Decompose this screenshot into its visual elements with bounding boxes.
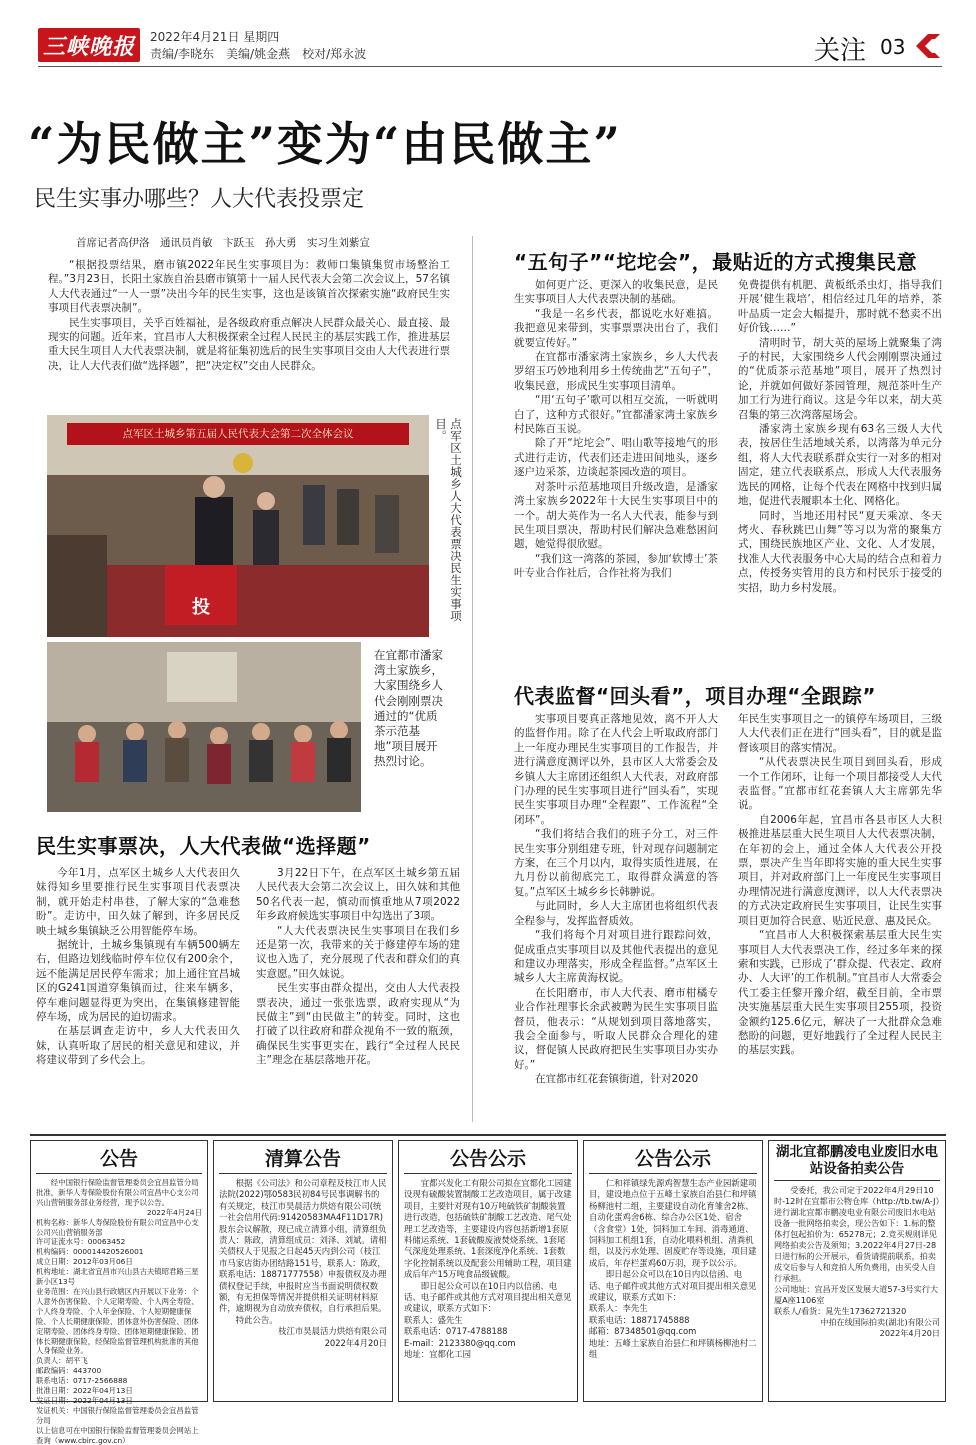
voting-scene-image (47, 415, 429, 637)
notice-line: 2022年4月24日 (146, 1207, 202, 1217)
column-divider (472, 236, 473, 1122)
paragraph: 3月22日下午，在点军区土城乡第五届人民代表大会第二次会议上，田久妹和其他50名代表一起，慎动而慎重地从7项2022年乡政府候选实事项目中勾选出了3项。 (256, 867, 460, 923)
notice-line: 2022年4月20日 (879, 1328, 940, 1338)
page-number: 03 (880, 35, 906, 59)
page-marker-icon (914, 32, 942, 60)
notice-body (36, 1178, 202, 1445)
notice-box (213, 1140, 393, 1402)
notice-title: 公告公示 (589, 1144, 757, 1174)
section1-title: 民生实事票决，人大代表做“选择题” (36, 834, 371, 858)
paragraph: 如何更广泛、更深入的收集民意，是民生实事项目人大代表票决制的基础。 (514, 279, 718, 306)
newspaper-logo (38, 28, 140, 62)
date-line: 2022年4月21日 星期四 (150, 30, 280, 44)
notice-line: 成立日期：2012年03月06日 (36, 1257, 133, 1267)
notice-line: 仁和祥镇绿先源鸡智慧生态产业园新建项目，建设地点位于五峰土家族自治县仁和坪镇杨柳池村二组，主要建设自动化育雏舍2栋、自动化蛋鸡舍6栋、综合办公区1处、宿舍（含食堂）1处，饲料加工车间、消毒通道、饲料加工机组1套，自动化喂料机组、清粪机组，以及污水处理、固废贮存等设施，项目建成后，年存栏蛋鸡60万羽，现予以公示。 (589, 1178, 757, 1268)
notice-line: E-mail：2123380@qq.com (404, 1337, 516, 1348)
paragraph: 清明时节，胡大英的屋场上就聚集了湾子的村民，大家围绕乡人代会刚刚票决通过的“优质茶示范基地”项目，展开了热烈讨论，并就如何做好茶园管理，规范茶叶生产加工行为进行商议。这是今年以来，胡大英召集的第三次湾落屋场会。 (738, 336, 942, 421)
notice-line: 联系电话：18871745888 (589, 1314, 690, 1325)
paragraph: 实事项目要真正落地见效，离不开人大的监督作用。除了在人代会上听取政府部门上一年度办理民生实事项目的工作报告，并进行满意度测评以外，县市区人大常委会及乡镇人大主席团还组织人大代表，对政府部门办理的民生实事项目进行“回头看”，实现民生实事项目办理“全程跟”、工作流程“全闭环”。 (514, 713, 718, 826)
voting-photo (47, 415, 429, 637)
paragraph: 在宜都市红花套镇街道，针对2020 (535, 1073, 699, 1086)
notice-body (404, 1178, 572, 1361)
paragraph: “人大代表票决民生实事项目在我们乡还是第一次，我带来的关于修建停车场的建议也入选了，充分展现了代表和群众们的真实意愿。”田久妹说。 (256, 924, 460, 980)
photo2-caption: 在宜都市潘家湾土家族乡，大家围绕乡人代会刚刚票决通过的“优质茶示范基地”项目展开热烈讨论。 (374, 648, 443, 769)
paragraph: “我们将结合我们的班子分工，对三件民生实事分别组建专班，针对现存问题制定方案，在三个月以内，取得实质性进展，在九月份以前彻底完工，取得群众满意的答复。”点军区土城乡乡长韩翀说。 (514, 828, 718, 898)
paragraph: 对茶叶示范基地项目升级改造，是潘家湾土家族乡2022年十大民生实事项目中的一个。胡大英作为一名人大代表，能参与到民生项目票决，帮助村民们解决急难愁困问题，她觉得很欣慰。 (514, 480, 718, 551)
ballot-box-label: 投 (192, 597, 210, 618)
photo1-caption: 点军区土城乡人大代表票决民生实事项目。 (434, 418, 463, 622)
notice-line: 邮政编码：443700 (36, 1366, 102, 1376)
headline-sub: 民生实事办哪些？人大代表投票定 (34, 187, 365, 212)
notice-line: 批准日期：2022年04月13日 (36, 1386, 133, 1396)
notice-line: 枝江市昊晨活力烘焙有限公司 (278, 1326, 387, 1337)
paragraph: 在基层调查走访中，乡人大代表田久妹，认真听取了居民的相关意见和建议，并将建议带到了乡代会上。 (36, 1025, 240, 1067)
notice-box (398, 1140, 578, 1402)
paragraph: 今年1月，点军区土城乡人大代表田久妹得知乡里要推行民生实事项目代表票决制，就开始走村串巷，了解大家的“急难愁盼”。走访中，田久妹了解到，许多居民反映土城乡集镇缺乏公用智能停车场。 (36, 867, 240, 937)
notice-line: 根据《公司法》和公司章程及枝江市人民法院(2022)鄂0583民初84号民事调解书的有关规定，枝江市昊晨活力烘焙有限公司(统一社会信用代码:91420583MA4F11D17R)股东会议解散，现已成立清算小组，清算组负责人：陈政，清算组成员：刘泽、刘斌。请相关债权人于见报之日起45天内到公司（枝江市马家店街办团结路151号，联系人：陈政，联系电话：18871777558）申报债权及办理债权登记手续，申报时应当书面说明债权数额，有无担保等情况并提供相关证明材料原件，逾期视为自动放弃债权，自行承担后果。 (219, 1178, 387, 1314)
logo-text: 三峡晚报 (42, 33, 135, 60)
notice-title: 公告 (36, 1144, 202, 1174)
notice-line: 机构名称：新华人寿保险股份有限公司宜昌中心支公司兴山营销服务部 (36, 1217, 199, 1237)
notice-body (589, 1178, 757, 1361)
paragraph: 免费提供有机肥、黄板纸杀虫灯，指导我们开展‘健生栽培’，相信经过几年的培养，茶叶品质一定会大幅提升，那时就不愁卖不出好价钱……” (738, 279, 942, 335)
notice-line: 负责人：胡平飞 (36, 1356, 88, 1366)
editors-line: 责编/李晓东 美编/姚金燕 校对/郑永波 (150, 47, 367, 61)
notice-line: 即日起公众可以在10日内以信函、电话、电子邮件或其他方式对项目提出相关意见或建议，联系方式如下： (589, 1269, 757, 1303)
notice-line: 联系人/看货：晁先生17362721320 (774, 1306, 907, 1316)
notice-title: 公告公示 (404, 1144, 572, 1174)
paragraph: 同时，当地还用村民“夏天乘凉、冬天烤火、春秋跳巴山舞”等习以为常的聚集方式，围绕民族地区产业、文化、人才发展，找准人大代表服务中心大局的结合点和着力点，传授务实管用的良方和村民乐于接受的实招，助力乡村发展。 (738, 509, 942, 594)
masthead-rule (38, 66, 942, 67)
notice-line: 联系人：盛先生 (404, 1314, 463, 1325)
paragraph: “我是一名乡代表，都说吃水好难搞。我把意见来带到，实事票票决出台了，我们就要宣传好。” (514, 307, 718, 349)
notice-line: 公司地址：宜昌开发区发展大道57-3号实行大厦A座1106室 (774, 1284, 939, 1305)
notice-line: 即日起公众可以在10日内以信函、电话、电子邮件或其他方式对项目提出相关意见或建议，联系方式如下： (404, 1280, 572, 1314)
notice-body (219, 1178, 387, 1349)
notice-title: 湖北宜都鹏凌电业废旧水电站设备拍卖公告 (774, 1144, 940, 1181)
lead-block (48, 236, 450, 373)
notices-top-rule (30, 1134, 946, 1136)
paragraph: “我们将每个月对项目进行跟踪问效，促成重点实事项目以及其他代表提出的意见和建议办理落实，形成全程监督。”点军区土城乡人大主席黄海权说。 (514, 929, 718, 985)
notice-box (30, 1140, 208, 1445)
notice-line: 发证日期：2022年04月13日 (36, 1395, 133, 1405)
paragraph: 与此同时，乡人大主席团也将组织代表全程参与，发挥监督质效。 (514, 900, 718, 927)
section2-title: “五句子”“坨坨会”，最贴近的方式搜集民意 (514, 250, 918, 274)
notice-line: 邮箱：87348501@qq.com (589, 1326, 697, 1337)
section-name: 关注 (814, 36, 867, 66)
paragraph: 据统计，土城乡集镇现有车辆500辆左右，但路边划线临时停车位仅有200余个，远不能满足居民停车需求；加上通往宜昌城区的G241国道穿集镇而过，往来车辆多，停车难问题显得更为突出，在集镇修建智能停车场，成为居民的迫切需求。 (36, 939, 240, 1024)
section3-col2 (738, 712, 942, 1058)
photo-banner-text: 点军区土城乡第五届人民代表大会第二次全体会议 (122, 428, 354, 440)
paragraph: “从代表票决民生项目到回头看，形成一个工作闭环，让每一个项目都接受人大代表监督。”宜都市红花套镇人大主席郭先华说。 (738, 756, 942, 812)
masthead (0, 0, 976, 68)
section2-col2 (738, 278, 942, 595)
notice-line: 中拍在线国际拍卖(湖北)有限公司 (820, 1317, 940, 1327)
notice-line: 2022年4月20日 (324, 1337, 387, 1348)
byline: 首席记者高伊洛 通讯员肖敏 卞跃玉 孙大勇 实习生刘紫宣 (76, 237, 370, 249)
paragraph: “根据投票结果，磨市镇2022年民生实事项目为：救师口集镇集贸市场整治工程。”3月23日，长阳土家族自治县磨市镇第十一届人民代表大会第二次会议上，57名镇人大代表通过“一人一票”决出今年的民生实事，这也是该镇首次探索实施“政府民生实事项目代表票决制”。 (48, 259, 450, 315)
section1-col1 (36, 866, 240, 1068)
paragraph: “用‘五句子’歌可以相互交流，一听就明白了，这种方式很好。”宜都潘家湾土家族乡村民陈百玉说。 (514, 394, 718, 436)
notice-line: 地址：五峰土家族自治县仁和坪镇杨柳池村二组 (589, 1337, 757, 1360)
paragraph: 在长阳磨市，市人大代表、磨市柑橘专业合作社理事长余武被聘为民生实事项目监督员，他表示：“从规划到项目落地落实，我会全面参与，听取人民群众合理化的建议，督促镇人民政府把民生实事项目办实办好。” (514, 986, 718, 1071)
notice-line: 以上信息可在中国银行保险监督管理委员会网站上查询（www.cbirc.gov.cn） (36, 1425, 199, 1445)
lead-text (48, 258, 450, 373)
paragraph: 自2006年起，宜昌市各县市区人大积极推进基层重大民生项目人大代表票决制，在年初的会上，通过全体人大代表公开投票，票决产生当年即将实施的重大民生实事项目，并对政府部门上一年度民生实事项目办理情况进行满意度测评，以人大代表票决的方式决定政府民生实事项目，让民生实事项目更加符合民意、贴近民意、惠及民众。 (738, 813, 942, 927)
paragraph: 民生实事由群众提出，交由人大代表投票表决，通过一张张选票，政府实现从“为民做主”到“由民做主”的转变。同时，这也打破了以往政府和群众视角不一致的瓶颈，确保民生实事更实在，践行“全过程人民民主”理念在基层落地开花。 (256, 982, 460, 1067)
notice-box (768, 1140, 946, 1402)
paragraph: 潘家湾土家族乡现有63名三级人大代表，按居住生活地域关系，以湾落为单元分组，将人大代表联系群众实行一对多的相对固定，建立代表联系点，形成人大代表服务选民的网格，让每个代表在网格中找到归属地，促进代表履职本土化、网格化。 (738, 423, 942, 508)
notice-line: 发证机关：中国银行保险监督管理委员会宜昌监管分局 (36, 1405, 199, 1425)
paragraph: “宜昌市人大积极探索基层重大民生实事项目人大代表票决工作，经过多年来的探索和实践，已形成了‘群众提、代表定、政府办、人大评’的工作机制。”宜昌市人大常委会代工委主任黎开豫介绍，截至目前，全市票决实施基层重大民生实事项目255项，投资金额约125.6亿元，解决了一大批群众急难愁盼的问题，更好地践行了全过程人民民主的基层实践。 (738, 929, 942, 1057)
notice-line: 地址：宜都化工园 (404, 1349, 471, 1360)
notice-line: 宜都兴发化工有限公司拟在宜都化工园建设现有硫酸装置制酸工艺改造项目，属于改建项目，主要针对现有10万吨硫铁矿制酸装置进行改造，包括硫铁矿制酸工艺改造、尾气处理工艺改造等，主要建设内容包括新增1套原料储运系统、1套硫酸废液焚烧系统、1套尾气深度处理系统、1套深度净化系统、1套数字化控制系统以及配套公用辅助工程，项目建成后年产15万吨食品级硫酸。 (404, 1178, 572, 1280)
section3-title: 代表监督“回头看”，项目办理“全跟踪” (514, 684, 877, 708)
paragraph: 民生实事项目，关乎百姓福祉，是各级政府重点解决人民群众最关心、最直接、最现实的问题。近年来，宜昌市人大积极探索全过程人民民主的基层实践工作，推进基层重大民生项目人大代表票决制，就是将征集初选后的民生实事项目交由人大代表进行票决，让人大代表们做“选择题”，把“决定权”交由人民群众。 (48, 316, 450, 372)
notice-line: 经中国银行保险监督管理委员会宜昌监管分局批准，新华人寿保险股份有限公司宜昌中心支公司兴山营销服务部业务经营，现予以公告。 (36, 1178, 199, 1207)
notice-line: 特此公告。 (235, 1314, 278, 1325)
discussion-scene-image (47, 642, 361, 812)
section1-col2 (256, 866, 460, 1068)
section3-col1 (514, 712, 718, 1087)
paragraph: 除了开“坨坨会”、唱山歌等接地气的形式进行走访，代表们还走进田间地头，逐乡逐户边采茶，边谈起茶园改造的项目。 (514, 437, 718, 479)
notice-line: 联系人：李先生 (589, 1303, 648, 1314)
notice-line: 机构编码：000014420526001 (36, 1247, 144, 1257)
notice-box (583, 1140, 763, 1402)
section2-col1 (514, 278, 718, 581)
notice-line: 许可证流水号：00063452 (36, 1237, 126, 1247)
notice-line: 机构地址：湖北省宜昌市兴山县古夫镇昭君路三星新小区13号 (36, 1267, 199, 1287)
paragraph: 在宜都市潘家湾土家族乡，乡人大代表罗绍玉巧妙地利用乡土传统曲艺“五句子”，收集民意，形成民生实事项目清单。 (514, 351, 718, 392)
paragraph: “我们这一湾落的茶园，参加‘软博士’茶叶专业合作社后，合作社将为我们 (514, 552, 718, 580)
headline-main: “为民做主”变为“由民做主” (28, 117, 622, 171)
notice-line: 受委托，我公司定于2022年4月29日10时-12时在宜都市公物仓库（http://tb.tw/A-J）进行湖北宜都市鹏凌电业有限公司废旧水电站设备一批网络拍卖会，现公告如下：1.标的整体打包起拍价为：65278元；2.竞买规则详见网络拍卖公告及须知；3.2022年4月27日-28日进行标的公开展示，看货请提前联系，拍卖成交后参与人和竞拍人所负费用，由买受人自行承担。 (774, 1185, 940, 1283)
notice-body (774, 1185, 940, 1339)
discussion-photo (47, 642, 361, 812)
notice-line: 联系电话：0717-4788188 (404, 1326, 508, 1337)
paragraph: 年民生实事项目之一的镇停车场项目，三级人大代表们正在进行“回头看”，目的就是监督该项目的落实情况。 (738, 713, 942, 754)
notice-line: 业务范围：在兴山县行政辖区内开展以下业务：个人意外伤害保险、个人定期寿险、个人两全寿险、个人终身寿险、个人年金保险、个人短期健康保险、个人长期健康保险、团体意外伤害保险、团体定期寿险、团体终身寿险、团体短期健康保险、团体长期健康保险，经保险监督管理机构批准的其他人身保险业务。 (36, 1286, 199, 1356)
notice-line: 联系电话：0717-2566888 (36, 1376, 128, 1386)
notice-title: 清算公告 (219, 1144, 387, 1174)
